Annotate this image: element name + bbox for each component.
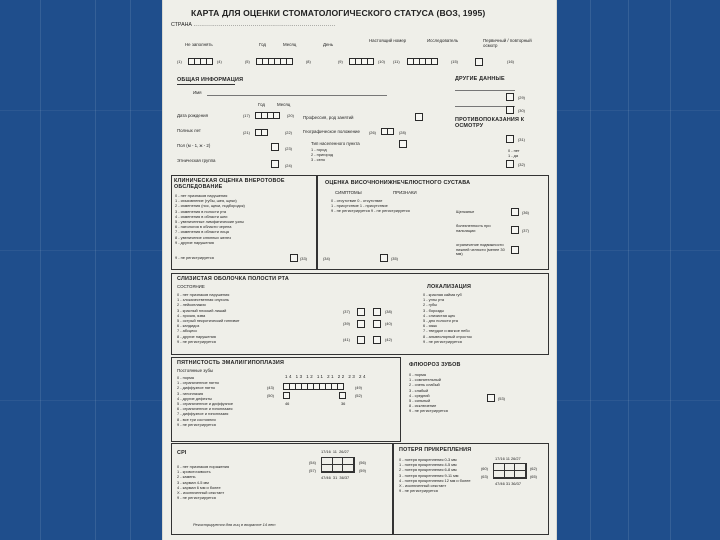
code-22: (22) bbox=[285, 130, 292, 135]
tmj-clicking: Щелканье bbox=[456, 209, 475, 214]
attachment-title: ПОТЕРЯ ПРИКРЕПЛЕНИЯ bbox=[399, 447, 472, 453]
clinical-list: 0 - нет признаков нарушения 1 - изъязвление (губы, шея, щеки) 2 - изменения (нос, щеки, подбородок) 3 - изменения в полости рта 4 - изменения в области шеи 5 - увеличенные лимфатические узлы 6 - патология в области черепа 7 - изменения в области лица 8 - увеличение слюнных желез 9 - другие нарушения 9 - не регистрируется bbox=[175, 193, 245, 261]
exam-type-box[interactable] bbox=[475, 58, 483, 66]
geo-label: Географическое положение bbox=[303, 129, 360, 134]
code-52: (52) bbox=[355, 393, 362, 398]
age-label: Полных лет bbox=[177, 128, 201, 133]
code-m-41: (41) bbox=[343, 337, 350, 342]
country-field[interactable]: ........................................................................ bbox=[193, 22, 336, 28]
ethnic-label: Этническая группа bbox=[177, 158, 216, 163]
code-15: (15) bbox=[451, 59, 458, 64]
localization-list: 0 - красная кайма губ 1 - углы рта 2 - губы 3 - борозды 4 - слизистая щек 5 - дно полости рта 6 - язык 7 - твердое и мягкое небо 8 - альвеолярный отросток 9 - не регистрируется bbox=[423, 292, 472, 344]
other-box-3[interactable] bbox=[506, 160, 514, 168]
geo-boxes[interactable] bbox=[381, 128, 393, 135]
mucosa-box-4[interactable] bbox=[373, 320, 381, 328]
code-9: (9) bbox=[338, 59, 343, 64]
code-16: (16) bbox=[507, 59, 514, 64]
option-no: 0 - нет bbox=[508, 148, 520, 153]
sex-box[interactable] bbox=[271, 143, 279, 151]
other-box-2[interactable] bbox=[506, 106, 514, 114]
code-m-37: (37) bbox=[343, 309, 350, 314]
code-50: (50) bbox=[267, 393, 274, 398]
id-boxes[interactable] bbox=[188, 58, 212, 65]
code-36: (36) bbox=[522, 210, 529, 215]
code-53: (53) bbox=[498, 396, 505, 401]
year-sub-label: Год bbox=[258, 102, 265, 107]
code-65: (65) bbox=[530, 474, 537, 479]
cpi-title: CPI bbox=[177, 450, 187, 456]
month-sub-label: Месяц bbox=[277, 102, 291, 107]
settlement-label: Тип населенного пункта bbox=[311, 141, 360, 146]
code-29: (29) bbox=[518, 95, 525, 100]
mucosa-subtitle: СОСТОЯНИЕ bbox=[177, 284, 205, 289]
tmj-box-3[interactable] bbox=[511, 246, 519, 254]
tmj-box-1[interactable] bbox=[511, 208, 519, 216]
code-63: (63) bbox=[481, 474, 488, 479]
enamel-list: 0 - норма 1 - ограниченное пятно 2 - диффузное пятно 3 - гипоплазия 4 - другие дефекты 5 - ограниченное и диффузное 6 - ограниченное и гипоплазия 7 - диффузное и гипоплазия 8 - все три состояния 9 - не регистрируется bbox=[177, 375, 234, 427]
enamel-box-46[interactable] bbox=[283, 392, 290, 399]
code-11: (11) bbox=[393, 59, 400, 64]
code-1: (1) bbox=[177, 59, 182, 64]
examiner-boxes[interactable] bbox=[407, 58, 437, 65]
occupation-label: Профессия, род занятий bbox=[303, 115, 354, 120]
option-yes: 1 - да bbox=[508, 153, 519, 158]
code-28: (28) bbox=[399, 130, 406, 135]
mucosa-box-5[interactable] bbox=[357, 336, 365, 344]
label-exam-type: Первичный / повторный осмотр bbox=[483, 38, 532, 48]
code-20: (20) bbox=[287, 113, 294, 118]
mucosa-box-2[interactable] bbox=[373, 308, 381, 316]
id-number-boxes[interactable] bbox=[349, 58, 373, 65]
fluorosis-box[interactable] bbox=[487, 394, 495, 402]
code-56: (56) bbox=[359, 460, 366, 465]
enamel-boxes-top[interactable] bbox=[283, 383, 343, 390]
attachment-grid[interactable] bbox=[493, 463, 527, 479]
label-examiner: Исследователь bbox=[427, 38, 459, 43]
code-54: (54) bbox=[309, 460, 316, 465]
clinical-title: КЛИНИЧЕСКАЯ ОЦЕНКА ВНЕРОТОВОЕ ОБСЛЕДОВАНИЕ bbox=[174, 178, 285, 190]
cpi-teeth-top: 17/16 11 26/27 bbox=[321, 449, 349, 454]
code-m-39: (39) bbox=[343, 321, 350, 326]
cpi-teeth-bottom: 47/46 31 36/37 bbox=[321, 475, 350, 480]
contra-box[interactable] bbox=[506, 135, 514, 143]
tmj-signs: ПРИЗНАКИ bbox=[393, 190, 417, 195]
sex-label: Пол (м - 1, ж - 2) bbox=[177, 143, 211, 148]
country-label: СТРАНА bbox=[171, 22, 192, 28]
code-m-40: (40) bbox=[385, 321, 392, 326]
date-boxes[interactable] bbox=[256, 58, 292, 65]
cpi-note: Регистрируется для лиц в возрасте 14 лет bbox=[193, 522, 276, 527]
code-21: (21) bbox=[243, 130, 250, 135]
code-49: (49) bbox=[355, 385, 362, 390]
mucosa-list: 0 - нет признаков нарушения 1 - злокачественная опухоль 2 - лейкоплакия 3 - красный плоский лишай 4 - эрозия, язва 5 - острый некротический гингивит 6 - кандидоз 7 - абсцесс 8 - другие нарушения 9 - не регистрируется bbox=[177, 292, 240, 344]
tooth-46: 46 bbox=[285, 401, 290, 406]
code-37: (37) bbox=[522, 228, 529, 233]
occupation-box[interactable] bbox=[415, 113, 423, 121]
tmj-title: ОЦЕНКА ВИСОЧНОНИЖНЕЧЕЛЮСТНОГО СУСТАВА bbox=[325, 180, 471, 186]
code-23: (23) bbox=[285, 146, 292, 151]
mucosa-box-1[interactable] bbox=[357, 308, 365, 316]
other-title: ДРУГИЕ ДАННЫЕ bbox=[455, 76, 505, 82]
fluorosis-title: ФЛЮОРОЗ ЗУБОВ bbox=[409, 362, 461, 368]
general-title: ОБЩАЯ ИНФОРМАЦИЯ bbox=[177, 77, 244, 83]
attachment-list: 0 - потеря прикрепления 0-3 мм 1 - потеря прикрепления 4-5 мм 2 - потеря прикрепления 6-8 мм 3 - потеря прикрепления 9-11 мм 4 - потеря прикрепления 12 мм и более X - исключенный секстант 9 - не регистрируется bbox=[399, 457, 471, 494]
attachment-teeth-top: 17/16 11 26/27 bbox=[495, 456, 521, 461]
code-30: (30) bbox=[518, 108, 525, 113]
mucosa-title: СЛИЗИСТАЯ ОБОЛОЧКА ПОЛОСТИ РТА bbox=[177, 276, 289, 282]
label-do-not-fill: Не заполнять bbox=[185, 42, 213, 47]
age-boxes[interactable] bbox=[255, 129, 267, 136]
tmj-list: 0 - отсутствие 0 - отсутствие 1 - присутствие 1 - присутствие 9 - не регистрируется 9 - не регистрируется bbox=[331, 198, 410, 214]
tmj-box-4[interactable] bbox=[380, 254, 388, 262]
dental-status-form bbox=[163, 0, 556, 540]
name-label: Имя bbox=[193, 90, 202, 95]
code-31: (31) bbox=[518, 137, 525, 142]
enamel-title: ПЯТНИСТОСТЬ ЭМАЛИ/ГИПОПЛАЗИЯ bbox=[177, 360, 285, 366]
code-32: (32) bbox=[518, 162, 525, 167]
ethnic-box[interactable] bbox=[271, 160, 279, 168]
enamel-box-36[interactable] bbox=[339, 392, 346, 399]
code-33: (33) bbox=[300, 256, 307, 261]
attachment-teeth-bottom: 47/46 31 36/37 bbox=[495, 481, 522, 486]
code-24: (24) bbox=[285, 163, 292, 168]
code-26: (26) bbox=[369, 130, 376, 135]
label-id: Настоящий номер bbox=[369, 38, 407, 43]
settlement-village: 3 - село bbox=[311, 157, 326, 162]
settlement-city: 1 - город bbox=[311, 147, 327, 152]
code-60: (60) bbox=[481, 466, 488, 471]
cpi-grid[interactable] bbox=[321, 457, 355, 473]
localization-title: ЛОКАЛИЗАЦИЯ bbox=[427, 284, 472, 290]
settlement-box[interactable] bbox=[399, 140, 407, 148]
label-day: День bbox=[323, 42, 334, 47]
code-5: (5) bbox=[245, 59, 250, 64]
code-8: (8) bbox=[306, 59, 311, 64]
enamel-subtitle: Постоянные зубы bbox=[177, 368, 214, 373]
country-line bbox=[171, 22, 335, 28]
code-m-42: (42) bbox=[385, 337, 392, 342]
tmj-limitation: ограничение подвижности нижней челюсти (менее 30 мм) bbox=[456, 242, 505, 257]
enamel-teeth-top: 14 13 12 11 21 22 23 24 bbox=[285, 374, 367, 379]
mucosa-box-6[interactable] bbox=[373, 336, 381, 344]
tooth-36: 36 bbox=[341, 401, 346, 406]
code-34: (34) bbox=[323, 256, 330, 261]
tmj-box-2[interactable] bbox=[511, 226, 519, 234]
other-box-1[interactable] bbox=[506, 93, 514, 101]
code-4: (4) bbox=[217, 59, 222, 64]
clinical-box[interactable] bbox=[290, 254, 298, 262]
code-m-38: (38) bbox=[385, 309, 392, 314]
cpi-list: 0 - нет признаков поражения 1 - кровоточивость 2 - камень 3 - карман 4-5 мм 4 - карман 6 мм и более X - исключенный секстант 9 - не регистрируется bbox=[177, 464, 230, 501]
tmj-symptoms: СИМПТОМЫ bbox=[335, 190, 362, 195]
code-43: (43) bbox=[267, 385, 274, 390]
fluorosis-list: 0 - норма 1 - сомнительный 2 - очень слабый 3 - слабый 4 - средний 5 - сильный 8 - исключение 9 - не регистрируется bbox=[409, 372, 448, 414]
code-35: (35) bbox=[391, 256, 398, 261]
label-month: Месяц bbox=[283, 42, 297, 47]
code-62: (62) bbox=[530, 466, 537, 471]
birth-label: Дата рождения bbox=[177, 113, 208, 118]
label-year: Год bbox=[259, 42, 266, 47]
contra-title: ПРОТИВОПОКАЗАНИЯ К ОСМОТРУ bbox=[455, 117, 525, 129]
form-title: КАРТА ДЛЯ ОЦЕНКИ СТОМАТОЛОГИЧЕСКОГО СТАТУСА (ВОЗ, 1995) bbox=[191, 8, 486, 18]
birth-boxes[interactable] bbox=[255, 112, 279, 119]
code-10: (10) bbox=[378, 59, 385, 64]
code-59: (59) bbox=[359, 468, 366, 473]
mucosa-box-3[interactable] bbox=[357, 320, 365, 328]
code-17: (17) bbox=[243, 113, 250, 118]
tmj-tenderness: болезненность при пальпации bbox=[456, 223, 491, 233]
code-57: (57) bbox=[309, 468, 316, 473]
settlement-suburb: 2 - пригород bbox=[311, 152, 334, 157]
